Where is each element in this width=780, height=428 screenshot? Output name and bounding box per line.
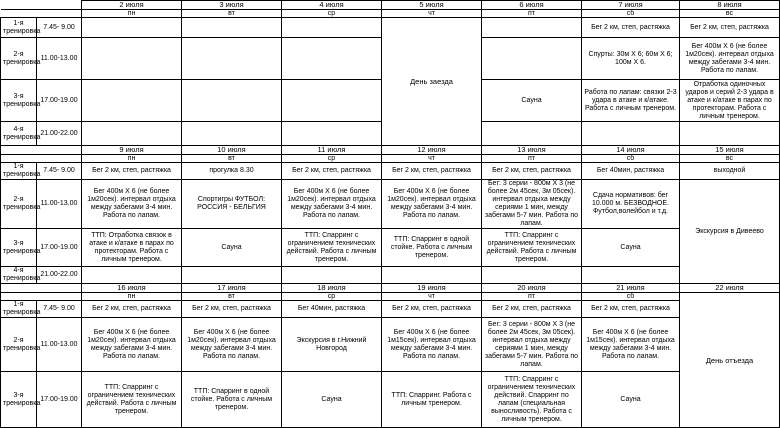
date-cell: 15 июля xyxy=(680,146,780,155)
dow-cell: сб xyxy=(582,155,680,163)
empty-cell xyxy=(482,122,582,146)
training-label: 4-я тренировка xyxy=(1,122,37,146)
dow-cell: ср xyxy=(282,155,382,163)
empty-cell xyxy=(382,267,482,284)
activity-cell: Бег 2 км, степ, растяжка xyxy=(382,301,482,318)
empty-cell xyxy=(482,18,582,38)
date-cell: 7 июля xyxy=(582,1,680,10)
week2-training2-row xyxy=(1,180,780,229)
week2-training3-row xyxy=(1,229,780,267)
date-cell: 9 июля xyxy=(82,146,182,155)
activity-cell: Бег 400м Х 6 (не более 1м20сек). интервал отдыха между забегами 3-4 мин. Работа по лапам. xyxy=(680,38,780,80)
training-label: 2-я тренировка xyxy=(1,318,37,372)
time-cell: 11.00-13.00 xyxy=(37,180,82,229)
corner-cell xyxy=(1,1,82,10)
activity-cell: Бег 400м Х 6 (не более 1м20сек). интервал отдыха между забегами 3-4 мин. Работа по лапам. xyxy=(182,318,282,372)
activity-cell: Бег 2 км, степ, растяжка xyxy=(382,163,482,180)
date-cell: 4 июля xyxy=(282,1,382,10)
empty-cell xyxy=(82,38,182,80)
time-cell: 7.45- 9.00 xyxy=(37,301,82,318)
week2-date-row xyxy=(1,146,780,155)
dow-cell: вс xyxy=(680,155,780,163)
empty-cell xyxy=(282,38,382,80)
date-cell: 20 июля xyxy=(482,284,582,293)
dow-cell: чт xyxy=(382,10,482,18)
time-cell: 17.00-19.00 xyxy=(37,229,82,267)
activity-cell: Сауна xyxy=(182,229,282,267)
activity-cell: ТТП: Спарринг с ограничением технических действий. Работа с личным тренером. xyxy=(282,229,382,267)
activity-cell: выходной xyxy=(680,163,780,180)
time-cell: 17.00-19.00 xyxy=(37,372,82,428)
activity-cell: ТТП: Спарринг в одной стойке. Работа с личным тренером. xyxy=(382,229,482,267)
dow-cell: ср xyxy=(282,293,382,301)
activity-cell: ТТП: Спарринг с ограничением технических действий. Спарринг по лапам (специальная выносливость). Работа с личным тренером. xyxy=(482,372,582,428)
date-cell: 18 июля xyxy=(282,284,382,293)
empty-cell xyxy=(182,18,282,38)
week2-training4-row xyxy=(1,267,780,284)
empty-cell xyxy=(182,38,282,80)
empty-cell xyxy=(282,267,382,284)
dow-cell: пн xyxy=(82,293,182,301)
activity-cell: прогулка 8.30 xyxy=(182,163,282,180)
week1-date-row xyxy=(1,1,780,10)
empty-cell xyxy=(482,267,582,284)
departure-day-cell: День отъезда xyxy=(680,293,780,428)
activity-cell: Бег 40мин, растяжка xyxy=(582,163,680,180)
training-label: 2-я тренировка xyxy=(1,38,37,80)
date-cell: 5 июля xyxy=(382,1,482,10)
date-cell: 8 июля xyxy=(680,1,780,10)
training-label: 1-я тренировка xyxy=(1,301,37,318)
dow-cell: сб xyxy=(582,293,680,301)
week3-date-row xyxy=(1,284,780,293)
empty-cell xyxy=(282,80,382,122)
date-cell: 22 июля xyxy=(680,284,780,293)
activity-cell: ТТП: Спарринг в одной стойке. Работа с личным тренером. xyxy=(182,372,282,428)
date-cell: 13 июля xyxy=(482,146,582,155)
time-cell: 7.45- 9.00 xyxy=(37,18,82,38)
dow-cell: пт xyxy=(482,155,582,163)
activity-cell: Бег 400м Х 6 (не более 1м15сек). интервал отдыха между забегами 3-4 мин. Работа по лапам. xyxy=(382,318,482,372)
time-cell: 21.00-22.00 xyxy=(37,122,82,146)
empty-cell xyxy=(182,267,282,284)
activity-cell: ТТП: Спарринг. Работа с личным тренером. xyxy=(382,372,482,428)
week3-training1-row xyxy=(1,301,780,318)
date-cell: 19 июля xyxy=(382,284,482,293)
activity-cell: Бег 2 км, степ, растяжка xyxy=(82,301,182,318)
training-label: 1-я тренировка xyxy=(1,163,37,180)
activity-cell: Бег 2 км, степ, растяжка xyxy=(482,301,582,318)
week3-dow-row xyxy=(1,293,780,301)
training-label: 3-я тренировка xyxy=(1,80,37,122)
empty-cell xyxy=(182,122,282,146)
date-cell: 17 июля xyxy=(182,284,282,293)
time-cell: 11.00-13.00 xyxy=(37,38,82,80)
dow-cell: вт xyxy=(182,293,282,301)
date-cell: 10 июля xyxy=(182,146,282,155)
date-cell: 16 июля xyxy=(82,284,182,293)
activity-cell: Сауна xyxy=(282,372,382,428)
date-cell: 2 июля xyxy=(82,1,182,10)
activity-cell: Спурты: 30м Х 6; 60м Х 6; 100м Х 6. xyxy=(582,38,680,80)
activity-cell: Сауна xyxy=(482,80,582,122)
time-cell: 21.00-22.00 xyxy=(37,267,82,284)
dow-cell: вт xyxy=(182,10,282,18)
training-label: 4-я тренировка xyxy=(1,267,37,284)
week1-training1-row xyxy=(1,18,780,38)
activity-cell: Сдача нормативов: бег 10.000 м. БЕЗВОДНОЕ. Футбол,волейбол и т.д. xyxy=(582,180,680,229)
dow-cell: пт xyxy=(482,293,582,301)
activity-cell: Бег 2 км, степ, растяжка xyxy=(680,18,780,38)
empty-cell xyxy=(82,122,182,146)
dow-cell: чт xyxy=(382,155,482,163)
activity-cell: Бег: 3 серии - 800м Х 3 (не более 2м 45сек, 3м 05сек). интервал отдыха между сериями 1 мин, между забегами 5-7 мин. Работа по лапам. xyxy=(482,180,582,229)
activity-cell: Бег 400м Х 6 (не более 1м20сек). интервал отдыха между забегами 3-4 мин. Работа по лапам. xyxy=(282,180,382,229)
activity-cell: Спортигры ФУТБОЛ: РОССИЯ - БЕЛЬГИЯ xyxy=(182,180,282,229)
activity-cell: Бег 2 км, степ, растяжка xyxy=(582,18,680,38)
date-cell: 3 июля xyxy=(182,1,282,10)
activity-cell: Бег: 3 серии - 800м Х 3 (не более 2м 45сек, 3м 05сек). интервал отдыха между сериями 1 мин, между забегами 5-7 мин. Работа по лапам. xyxy=(482,318,582,372)
activity-cell: Отработка одиночных ударов и серий 2-3 удара в атаке и к/атаке в парах по протекторам. Работа с личным тренером. xyxy=(680,80,780,122)
empty-cell xyxy=(282,122,382,146)
activity-cell: Бег 2 км, степ, растяжка xyxy=(182,301,282,318)
time-cell: 17.00-19.00 xyxy=(37,80,82,122)
date-cell: 6 июля xyxy=(482,1,582,10)
activity-cell: Экскурсия в г.Нижний Новгород xyxy=(282,318,382,372)
empty-cell xyxy=(482,38,582,80)
training-label: 3-я тренировка xyxy=(1,229,37,267)
dow-cell: вс xyxy=(680,10,780,18)
date-cell: 12 июля xyxy=(382,146,482,155)
time-cell: 7.45- 9.00 xyxy=(37,163,82,180)
dow-cell: пт xyxy=(482,10,582,18)
activity-cell: Бег 2 км, степ, растяжка xyxy=(482,163,582,180)
empty-cell xyxy=(82,18,182,38)
empty-cell xyxy=(282,18,382,38)
empty-cell xyxy=(582,122,680,146)
activity-cell: Бег 400м Х 6 (не более 1м20сек). интервал отдыха между забегами 3-4 мин. Работа по лапам. xyxy=(82,180,182,229)
empty-cell xyxy=(582,267,680,284)
time-cell: 11.00-13.00 xyxy=(37,318,82,372)
training-label: 1-я тренировка xyxy=(1,18,37,38)
dow-cell: сб xyxy=(582,10,680,18)
activity-cell: Сауна xyxy=(582,372,680,428)
week2-dow-row xyxy=(1,155,780,163)
corner-cell xyxy=(1,146,82,155)
activity-cell: Работа по лапам: связки 2-3 удара в атаке и к/атаке. Работа с личным тренером. xyxy=(582,80,680,122)
arrival-day-cell: День заезда xyxy=(382,18,482,146)
activity-cell: Бег 2 км, степ, растяжка xyxy=(582,301,680,318)
activity-cell: Бег 400м Х 6 (не более 1м20сек). интервал отдыха между забегами 3-4 мин. Работа по лапам. xyxy=(82,318,182,372)
training-label: 3-я тренировка xyxy=(1,372,37,428)
training-label: 2-я тренировка xyxy=(1,180,37,229)
corner-cell xyxy=(1,284,82,293)
corner-cell xyxy=(1,293,82,301)
empty-cell xyxy=(182,80,282,122)
corner-cell xyxy=(1,155,82,163)
date-cell: 21 июля xyxy=(582,284,680,293)
empty-cell xyxy=(82,80,182,122)
activity-cell: ТТП: Отработка связок в атаке и к/атаке в парах по протекторам. Работа с личным тренером. xyxy=(82,229,182,267)
excursion-cell: Экскурсия в Дивеево xyxy=(680,180,780,284)
activity-cell: ТТП: Спарринг с ограничением технических действий. Работа с личным тренером. xyxy=(82,372,182,428)
activity-cell: Сауна xyxy=(582,229,680,267)
dow-cell: вт xyxy=(182,155,282,163)
activity-cell: Бег 400м Х 6 (не более 1м20сек). интервал отдыха между забегами 3-4 мин. Работа по лапам. xyxy=(382,180,482,229)
empty-cell xyxy=(82,267,182,284)
date-cell: 11 июля xyxy=(282,146,382,155)
dow-cell: чт xyxy=(382,293,482,301)
activity-cell: ТТП: Спарринг с ограничением технических действий. Работа с личным тренером. xyxy=(482,229,582,267)
date-cell: 14 июля xyxy=(582,146,680,155)
activity-cell: Бег 400м Х 6 (не более 1м15сек). интервал отдыха между забегами 3-4 мин. Работа по лапам. xyxy=(582,318,680,372)
week2-training1-row xyxy=(1,163,780,180)
dow-cell: пн xyxy=(82,155,182,163)
activity-cell: Бег 2 км, степ, растяжка xyxy=(282,163,382,180)
week3-training3-row xyxy=(1,372,780,428)
corner-cell xyxy=(1,10,82,18)
activity-cell: Бег 2 км, степ, растяжка xyxy=(82,163,182,180)
empty-cell xyxy=(680,122,780,146)
dow-cell: пн xyxy=(82,10,182,18)
week3-training2-row xyxy=(1,318,780,372)
week1-dow-row xyxy=(1,10,780,18)
activity-cell: Бег 40мин, растяжка xyxy=(282,301,382,318)
dow-cell: ср xyxy=(282,10,382,18)
